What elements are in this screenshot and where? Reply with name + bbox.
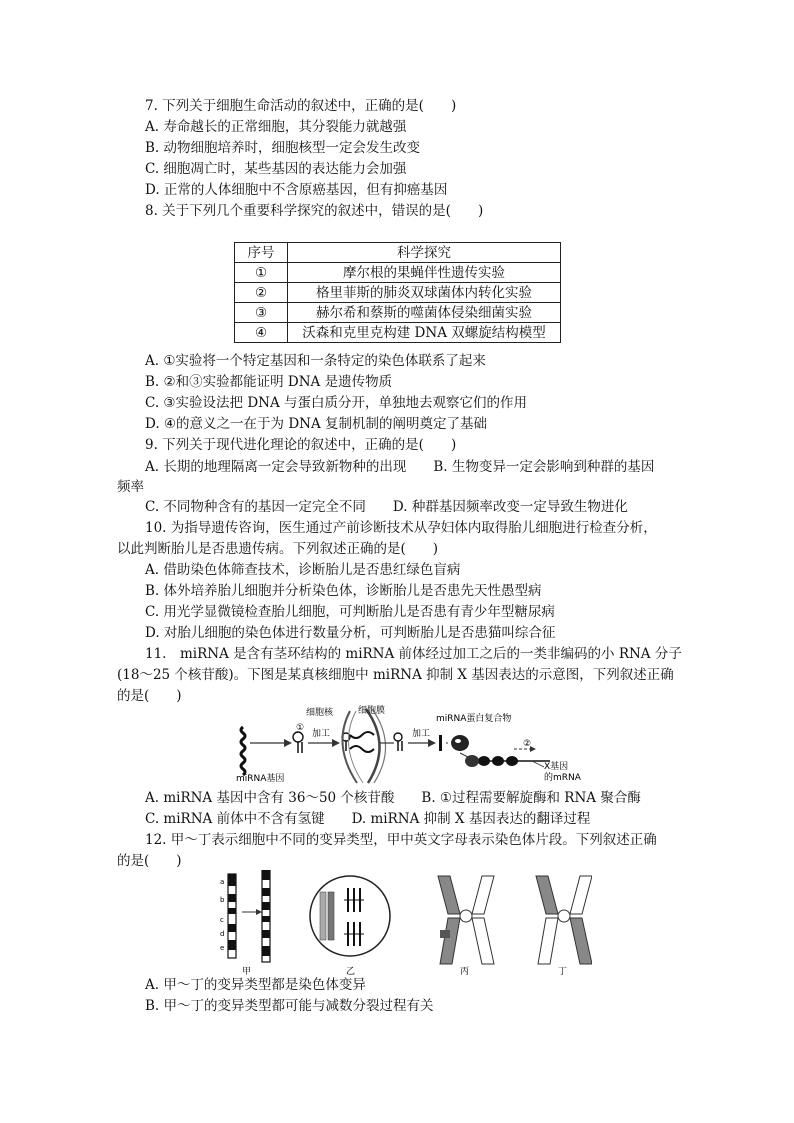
q9-options-cd: C. 不同物种含有的基因一定完全不同 D. 种群基因频率改变一定导致生物进化 bbox=[145, 499, 628, 515]
table-row bbox=[235, 323, 561, 343]
table-row bbox=[235, 303, 561, 323]
q11-stem: 11. miRNA 是含有茎环结构的 miRNA 前体经过加工之后的一类非编码的小 RNA 分子 bbox=[145, 646, 682, 662]
table-cell-experiment: 摩尔根的果蝇伴性遗传实验 bbox=[288, 263, 561, 283]
panel-label-jia: 甲 bbox=[242, 967, 252, 976]
q11-stem-wrap2: 的是( ) bbox=[117, 688, 182, 704]
q10-option-a: A. 借助染色体筛查技术，诊断胎儿是否患红绿色盲病 bbox=[145, 562, 461, 578]
experiment-table bbox=[234, 242, 561, 343]
panel-bing bbox=[438, 876, 494, 964]
mirna-gene-coil bbox=[241, 727, 245, 775]
table-header-row bbox=[235, 243, 561, 263]
q12-option-b: B. 甲～丁的变异类型都可能与减数分裂过程有关 bbox=[145, 998, 434, 1014]
process-2-label: ② bbox=[523, 739, 532, 749]
mirna-pathway-diagram bbox=[232, 705, 592, 785]
q7-option-b: B. 动物细胞培养时，细胞核型一定会发生改变 bbox=[145, 140, 421, 156]
q10-option-b: B. 体外培养胎儿细胞并分析染色体，诊断胎儿是否患先天性愚型病 bbox=[145, 583, 542, 599]
q9-stem: 9. 下列关于现代进化理论的叙述中，正确的是( ) bbox=[145, 437, 457, 453]
segment-d: d bbox=[220, 930, 225, 938]
table-row bbox=[235, 263, 561, 283]
q10-stem: 10. 为指导遗传咨询，医生通过产前诊断技术从孕妇体内取得胎儿细胞进行检查分析， bbox=[145, 520, 657, 536]
x-mrna-label: 的mRNA bbox=[544, 773, 581, 783]
table-cell-index: ② bbox=[235, 283, 288, 303]
panel-yi bbox=[310, 876, 390, 956]
q7-stem: 7. 下列关于细胞生命活动的叙述中，正确的是( ) bbox=[145, 98, 457, 114]
q11-options-cd: C. miRNA 前体中不含有氢键 D. miRNA 抑制 X 基因表达的翻译过程 bbox=[145, 811, 591, 827]
q9-options-ab: A. 长期的地理隔离一定会导致新物种的出现 B. 生物变异一定会影响到种群的基因 bbox=[145, 459, 655, 475]
x-gene-label: X基因 bbox=[544, 762, 569, 772]
q10-option-c: C. 用光学显微镜检查胎儿细胞，可判断胎儿是否患有青少年型糖尿病 bbox=[145, 604, 555, 620]
complex-label: miRNA蛋白复合物 bbox=[436, 714, 512, 724]
segment-c: c bbox=[220, 916, 224, 924]
table-header-index: 序号 bbox=[235, 243, 288, 263]
table-cell-experiment: 赫尔希和蔡斯的噬菌体侵染细菌实验 bbox=[288, 303, 561, 323]
table-row bbox=[235, 283, 561, 303]
table-cell-index: ① bbox=[235, 263, 288, 283]
q9-options-ab-wrap: 频率 bbox=[117, 479, 144, 495]
nucleus-label: 细胞核 bbox=[306, 708, 334, 718]
segment-e: e bbox=[220, 944, 225, 952]
membrane-label: 细胞膜 bbox=[358, 706, 386, 716]
q8-option-b: B. ②和③实验都能证明 DNA 是遗传物质 bbox=[145, 374, 393, 390]
panel-label-ding: 丁 bbox=[558, 967, 568, 976]
q10-stem-wrap: 以此判断胎儿是否患遗传病。下列叙述正确的是( ) bbox=[117, 541, 439, 557]
process-1-label: ① bbox=[296, 723, 305, 733]
q12-stem-wrap: 的是( ) bbox=[117, 853, 182, 869]
q11-stem-wrap1: (18～25 个核苷酸)。下图是某真核细胞中 miRNA 抑制 X 基因表达的示意图，下列叙述正确 bbox=[117, 667, 674, 683]
q7-option-c: C. 细胞凋亡时，某些基因的表达能力会加强 bbox=[145, 161, 407, 177]
q12-option-a: A. 甲～丁的变异类型都是染色体变异 bbox=[145, 977, 366, 993]
process-label: 加工 bbox=[312, 729, 331, 739]
q8-option-a: A. ①实验将一个特定基因和一条特定的染色体联系了起来 bbox=[145, 353, 486, 369]
table-cell-experiment: 格里菲斯的肺炎双球菌体内转化实验 bbox=[288, 283, 561, 303]
chromosome-variation-figure bbox=[212, 870, 592, 976]
panel-jia bbox=[220, 870, 270, 962]
q12-stem: 12. 甲～丁表示细胞中不同的变异类型，甲中英文字母表示染色体片段。下列叙述正确 bbox=[145, 832, 657, 848]
q10-option-d: D. 对胎儿细胞的染色体进行数量分析，可判断胎儿是否患猫叫综合征 bbox=[145, 625, 556, 641]
q8-option-c: C. ③实验设法把 DNA 与蛋白质分开，单独地去观察它们的作用 bbox=[145, 395, 528, 411]
q7-option-d: D. 正常的人体细胞中不含原癌基因，但有抑癌基因 bbox=[145, 182, 448, 198]
segment-b: b bbox=[220, 896, 225, 904]
q11-options-ab: A. miRNA 基因中含有 36～50 个核苷酸 B. ①过程需要解旋酶和 RNA 聚合酶 bbox=[145, 790, 641, 806]
segment-a: a bbox=[220, 878, 225, 886]
table-header-experiment: 科学探究 bbox=[288, 243, 561, 263]
table-cell-index: ③ bbox=[235, 303, 288, 323]
panel-label-bing: 丙 bbox=[460, 967, 470, 976]
q8-stem: 8. 关于下列几个重要科学探究的叙述中，错误的是( ) bbox=[145, 203, 484, 219]
mirna-gene-label: miRNA基因 bbox=[236, 774, 285, 784]
q8-option-d: D. ④的意义之一在于为 DNA 复制机制的阐明奠定了基础 bbox=[145, 416, 487, 432]
process-label-2: 加工 bbox=[412, 729, 431, 739]
q7-option-a: A. 寿命越长的正常细胞，其分裂能力就越强 bbox=[145, 119, 407, 135]
table-cell-index: ④ bbox=[235, 323, 288, 343]
table-cell-experiment: 沃森和克里克构建 DNA 双螺旋结构模型 bbox=[288, 323, 561, 343]
panel-label-yi: 乙 bbox=[346, 967, 356, 976]
panel-ding bbox=[536, 876, 592, 964]
